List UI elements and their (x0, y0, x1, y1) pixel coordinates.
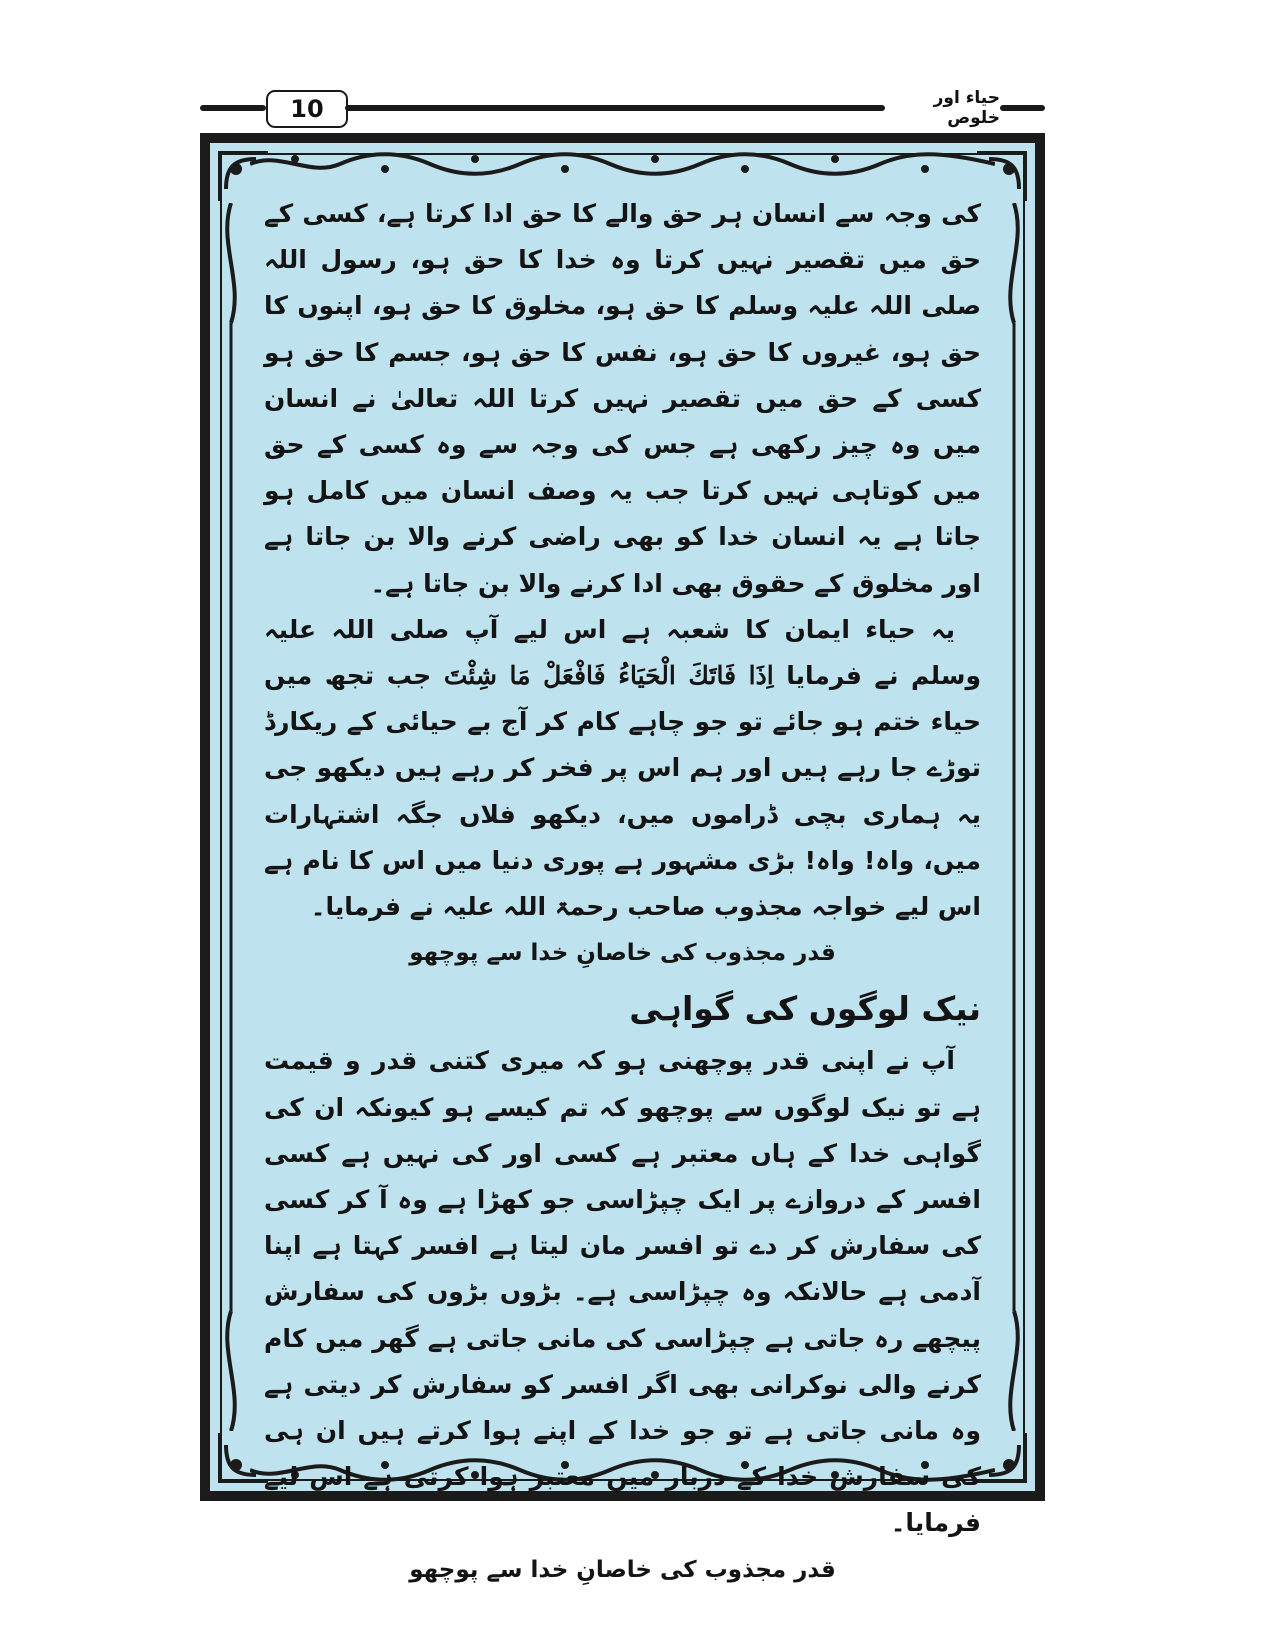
header-rule-left (200, 105, 266, 111)
paragraph-rest: جب تجھ میں حیاء ختم ہو جائے تو جو چاہے کام کر آج بے حیائی کے ریکارڈ توڑے جا رہے ہیں اور ہم اس پر فخر کر رہے ہیں دیکھو جی یہ ہماری بچی ڈراموں میں، دیکھو فلاں جگہ اشتہارات میں، واہ! واہ! بڑی مشہور ہے پوری دنیا میں اس کا نام ہے اس لیے خواجہ مجذوب صاحب رحمۃ اللہ علیہ نے فرمایا۔ (264, 661, 981, 922)
running-title: حیاء اور خلوص (933, 88, 1000, 128)
vine-ornament-left-icon (218, 203, 244, 1431)
paragraph-haya-hadith (264, 607, 981, 930)
page-number: 10 (266, 90, 348, 128)
page-body (264, 191, 981, 1593)
section-heading: نیک لوگوں کی گواہی (629, 989, 981, 1029)
verse-line: قدر مجذوب کی خاصانِ خدا سے پوچھو (409, 1556, 836, 1583)
page-frame (200, 133, 1045, 1583)
paragraph-continuation: کی وجہ سے انسان ہر حق والے کا حق ادا کرتا ہے، کسی کے حق میں تقصیر نہیں کرتا وہ خدا کا حق ہو، رسول اللہ صلی اللہ علیہ وسلم کا حق ہو، مخلوق کا حق ہو، اپنوں کا حق ہو، غیروں کا حق ہو، نفس کا حق ہو، جسم کا حق ہو کسی کے حق میں تقصیر نہیں کرتا اللہ تعالیٰ نے انسان میں وہ چیز رکھی ہے جس کی وجہ سے وہ کسی کے حق میں کوتاہی نہیں کرتا جب یہ وصف انسان میں کامل ہو جاتا ہے یہ انسان خدا کو بھی راضی کرنے والا بن جاتا ہے اور مخلوق کے حقوق بھی ادا کرنے والا بن جاتا ہے۔ (264, 199, 981, 598)
vine-ornament-right-icon (1001, 203, 1027, 1431)
vine-ornament-top-icon (250, 151, 995, 177)
paragraph-testimony: آپ نے اپنی قدر پوچھنی ہو کہ میری کتنی قدر و قیمت ہے تو نیک لوگوں سے پوچھو کہ تم کیسے ہو کیونکہ ان کی گواہی خدا کے ہاں معتبر ہے کسی اور کی نہیں ہے کسی افسر کے دروازے پر ایک چپڑاسی جو کھڑا ہے وہ آ کر کسی کی سفارش کر دے تو افسر مان لیتا ہے افسر کہتا ہے اپنا آدمی ہے حالانکہ وہ چپڑاسی ہے۔ بڑوں بڑوں کی سفارش پیچھے رہ جاتی ہے چپڑاسی کی مانی جاتی ہے گھر میں کام کرنے والی نوکرانی بھی اگر افسر کو سفارش کر دیتی ہے وہ مانی جاتی ہے تو جو خدا کے اپنے ہوا کرتے ہیں ان ہی کی سفارش خدا کے دربار میں معتبر ہوا کرتی ہے اس لیے فرمایا۔ (264, 1046, 981, 1538)
hadith-arabic-quote: اِذَا فَاتَكَ الْحَیَاءُ فَافْعَلْ مَا شِئْتَ (443, 661, 774, 691)
header-rule-middle (345, 105, 885, 111)
paragraph-lead: یہ حیاء ایمان کا شعبہ ہے اس لیے آپ صلی اللہ علیہ وسلم نے فرمایا (264, 614, 981, 691)
page-header (200, 88, 1045, 128)
corner-ornament-icon (973, 149, 1029, 205)
corner-ornament-icon (973, 1429, 1029, 1485)
header-rule-right (1000, 105, 1045, 111)
verse-line: قدر مجذوب کی خاصانِ خدا سے پوچھو (409, 940, 836, 967)
